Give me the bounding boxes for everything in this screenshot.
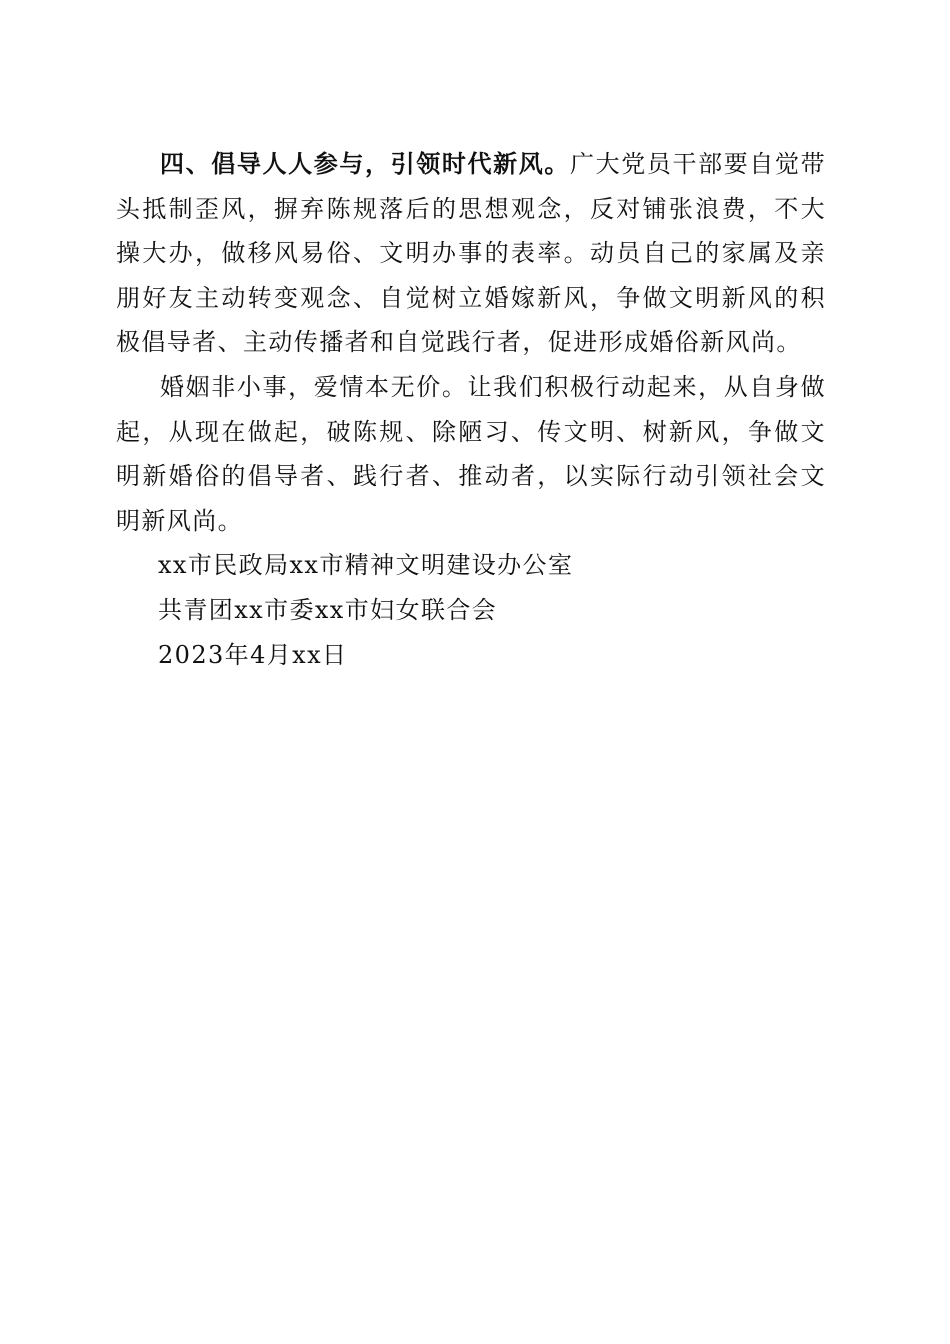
document-body: [116, 142, 826, 677]
signature-line-2: 共青团xx市委xx市妇女联合会: [158, 595, 498, 624]
closing-paragraph: 婚姻非小事，爱情本无价。让我们积极行动起来，从自身做起，从现在做起，破陈规、除陋习、传文明、树新风，争做文明新婚俗的倡导者、践行者、推动者，以实际行动引领社会文明新风尚。: [116, 372, 826, 535]
document-date: 2023年4月xx日: [158, 640, 348, 669]
paragraph-four-heading: 四、倡导人人参与，引领时代新风。: [160, 150, 570, 178]
paragraph-four-body: 广大党员干部要自觉带头抵制歪风，摒弃陈规落后的思想观念，反对铺张浪费，不大操大办，做移风易俗、文明办事的表率。动员自己的家属及亲朋好友主动转变观念、自觉树立婚嫁新风，争做文明新风的积极倡导者、主动传播者和自觉践行者，促进形成婚俗新风尚。: [116, 150, 826, 357]
paragraph-four: [116, 142, 826, 365]
signature-line-1: xx市民政局xx市精神文明建设办公室: [158, 551, 574, 580]
